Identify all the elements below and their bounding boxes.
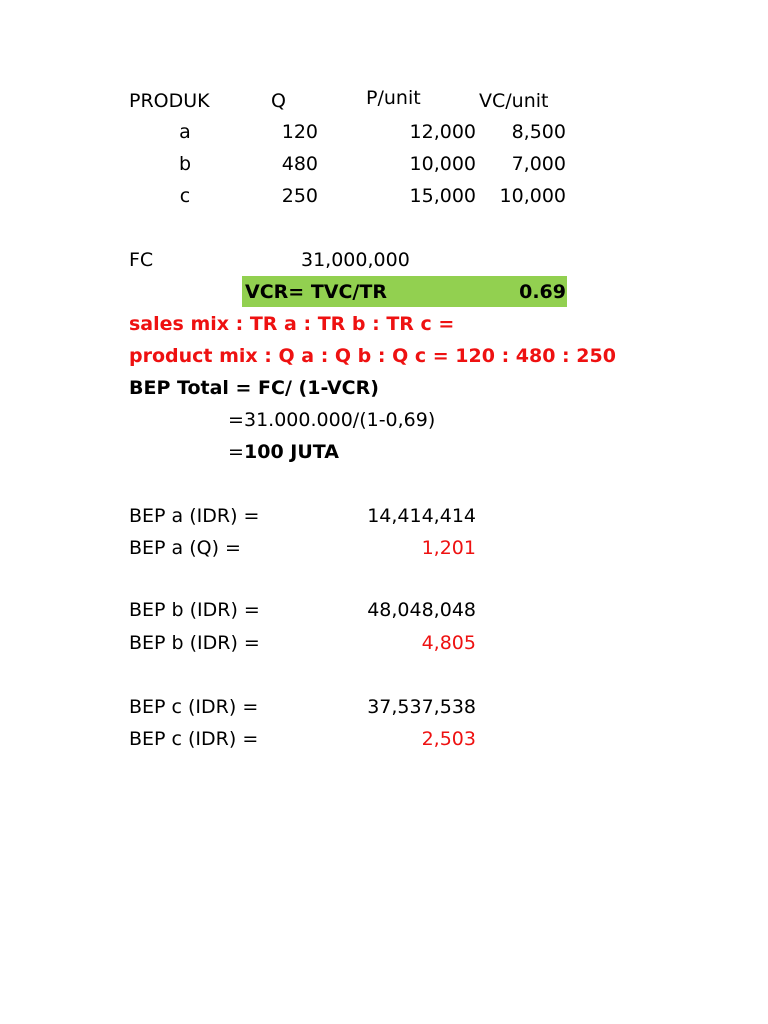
header-q: Q [271,90,286,112]
product-vc-a: 8,500 [511,121,566,143]
bep-c-q-value: 2,503 [421,728,476,750]
header-vc-unit: VC/unit [479,90,549,112]
bep-b-idr-label: BEP b (IDR) = [129,599,260,621]
fc-value: 31,000,000 [301,249,410,271]
bep-total-formula: BEP Total = FC/ (1-VCR) [129,377,379,399]
bep-b-q-value: 4,805 [421,632,476,654]
vcr-label: VCR= TVC/TR [245,281,387,303]
product-name-b: b [178,153,192,175]
bep-c-q-label: BEP c (IDR) = [129,728,259,750]
sales-mix-text: sales mix : TR a : TR b : TR c = [129,313,455,335]
bep-total-eq2: = [228,441,244,463]
bep-total-calc: 31.000.000/(1-0,69) [244,409,436,431]
product-p-b: 10,000 [409,153,476,175]
product-vc-b: 7,000 [511,153,566,175]
bep-b-idr-value: 48,048,048 [367,599,476,621]
product-q-a: 120 [281,121,318,143]
product-mix-text: product mix : Q a : Q b : Q c = 120 : 480 : 250 [129,345,616,367]
product-q-b: 480 [281,153,318,175]
product-vc-c: 10,000 [499,185,566,207]
bep-a-q-value: 1,201 [421,537,476,559]
bep-c-idr-label: BEP c (IDR) = [129,696,259,718]
fc-label: FC [129,249,154,271]
bep-b-q-label: BEP b (IDR) = [129,632,260,654]
product-q-c: 250 [281,185,318,207]
product-p-c: 15,000 [409,185,476,207]
product-name-c: c [179,185,191,207]
bep-a-idr-label: BEP a (IDR) = [129,505,260,527]
bep-a-idr-value: 14,414,414 [367,505,476,527]
vcr-value: 0.69 [519,281,566,303]
bep-total-eq1: = [228,409,244,431]
product-name-a: a [179,121,191,143]
header-produk: PRODUK [129,90,210,112]
header-p-unit: P/unit [366,87,421,109]
bep-total-result: 100 JUTA [244,441,339,463]
product-p-a: 12,000 [409,121,476,143]
bep-a-q-label: BEP a (Q) = [129,537,241,559]
bep-c-idr-value: 37,537,538 [367,696,476,718]
